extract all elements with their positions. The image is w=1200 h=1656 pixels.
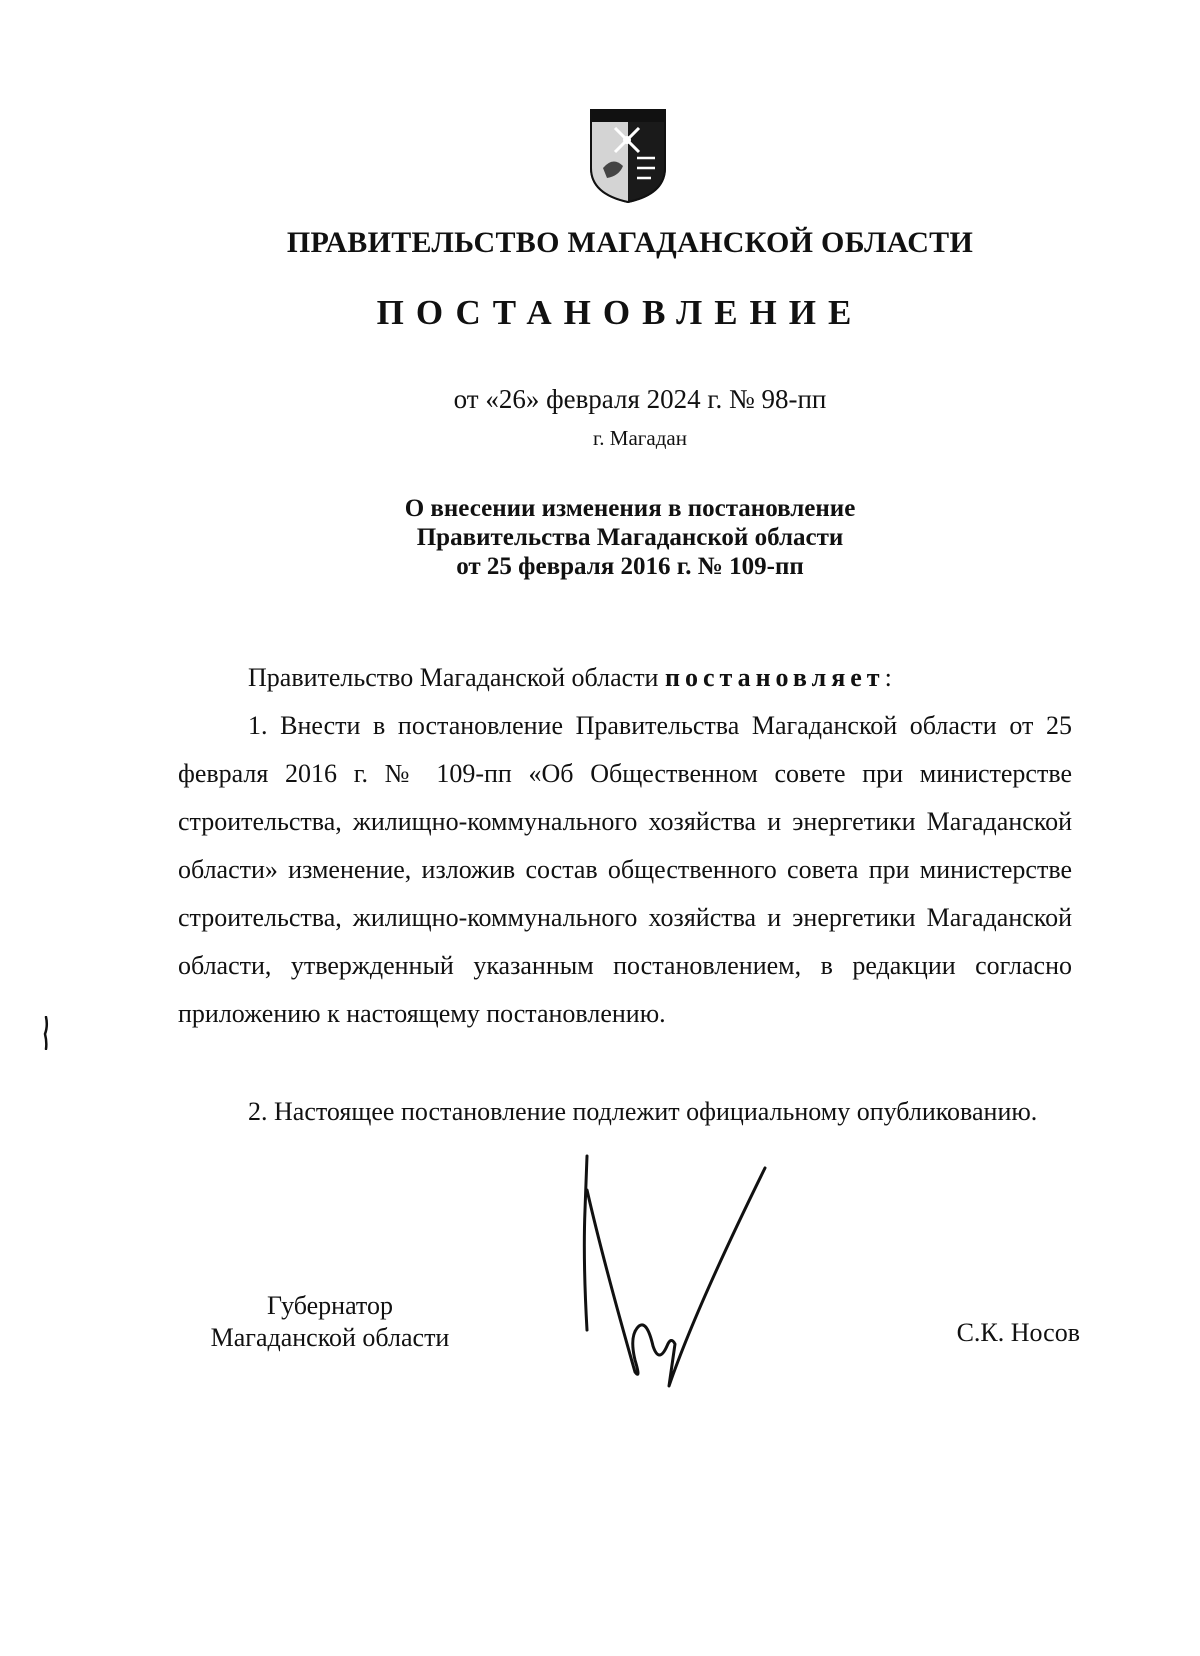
signatory-position-line-1: Губернатор (267, 1291, 393, 1320)
document-date-number: от «26» февраля 2024 г. № 98-пп (453, 384, 827, 414)
document-type: ПОСТАНОВЛЕНИЕ (376, 293, 864, 332)
document-city: г. Магадан (593, 426, 687, 450)
signatory-position (180, 1290, 480, 1354)
handwritten-signature (575, 1150, 825, 1390)
document-subject (30, 494, 1200, 581)
margin-mark (42, 1016, 50, 1050)
signatory-name: С.К. Носов (956, 1318, 1080, 1347)
subject-line-2: Правительства Магаданской области (416, 524, 844, 551)
resolution-item-2: 2. Настоящее постановление подлежит официальному опубликованию. (248, 1097, 1038, 1126)
coat-of-arms-emblem (589, 108, 667, 204)
intro-resolves: постановляет (664, 663, 885, 692)
resolution-item-1: 1. Внести в постановление Правительства Магаданской области от 25 февраля 2016 г. № 109-пп «Об Общественном совете при министерстве строительства, жилищно-коммунального хозяйства и энергетики Магаданской области» изменение, изложив состав общественного совета при министерстве строительства, жилищно-коммунального хозяйства и энергетики Магаданской области, утвержденный указанным постановлением, в редакции согласно приложению к настоящему постановлению. (178, 711, 1072, 1028)
intro-suffix: : (884, 663, 892, 692)
signatory-position-line-2: Магаданской области (210, 1323, 450, 1352)
subject-line-1: О внесении изменения в постановление (404, 495, 856, 522)
resolution-intro (178, 654, 1072, 702)
intro-prefix: Правительство Магаданской области (248, 663, 665, 692)
subject-line-3: от 25 февраля 2016 г. № 109-пп (456, 553, 804, 580)
government-title: ПРАВИТЕЛЬСТВО МАГАДАНСКОЙ ОБЛАСТИ (286, 226, 974, 259)
